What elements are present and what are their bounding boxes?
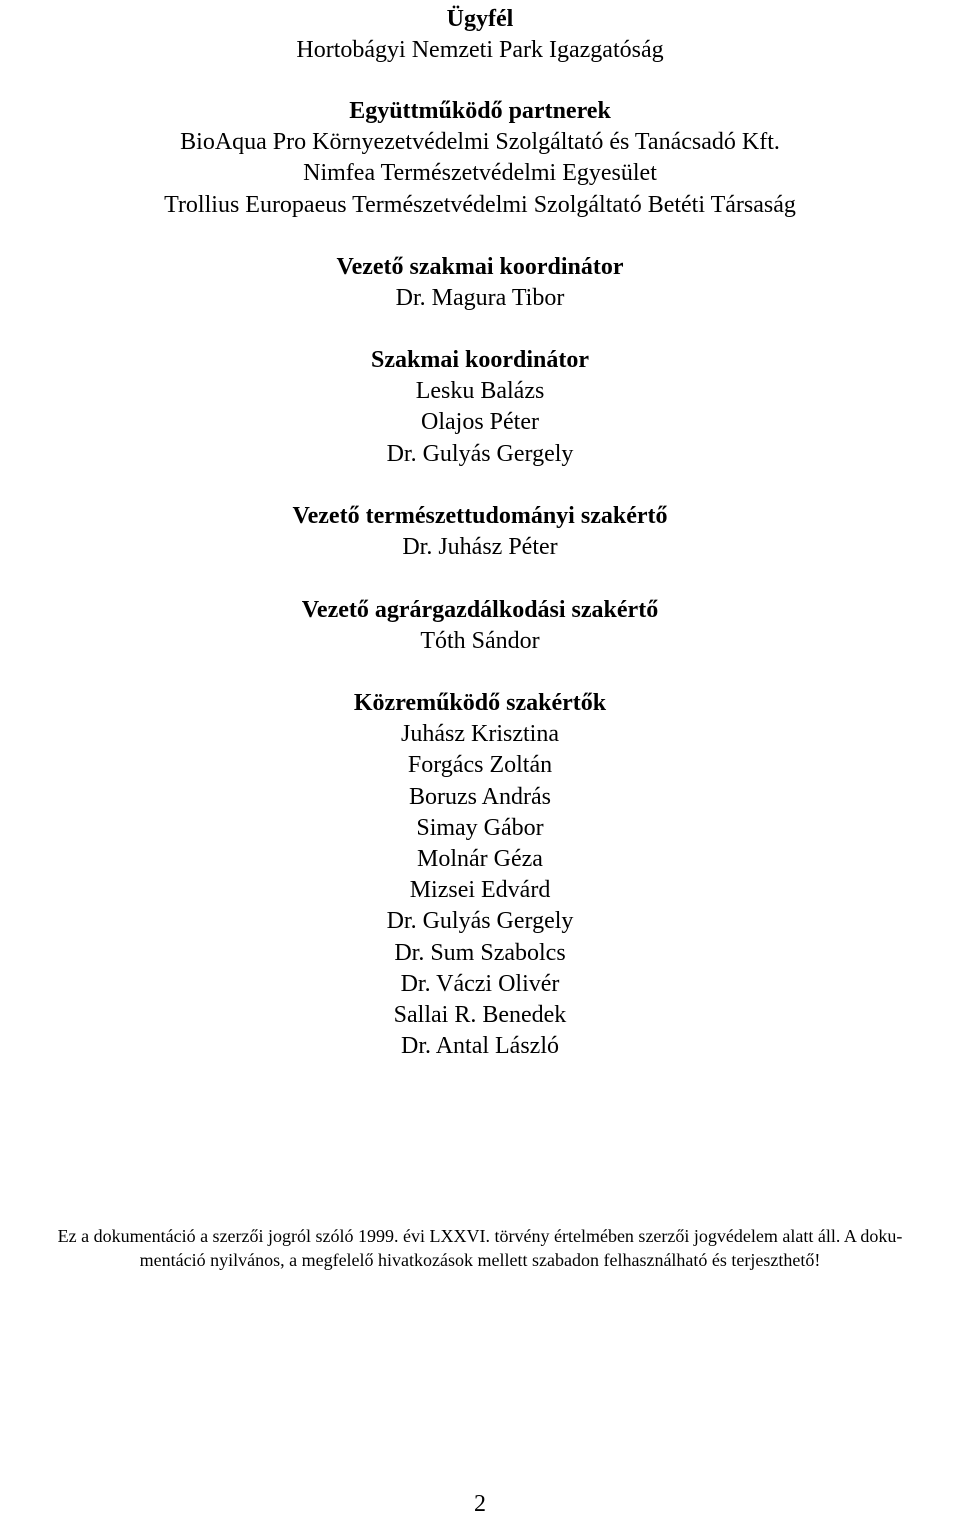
- section-line: Sallai R. Benedek: [393, 1002, 567, 1029]
- section-line: Simay Gábor: [416, 814, 544, 841]
- section-line: Dr. Juhász Péter: [402, 534, 558, 561]
- section-lead-coordinator: [0, 252, 960, 314]
- section-line: Dr. Váczi Olivér: [400, 970, 560, 997]
- section-line: Dr. Gulyás Gergely: [386, 908, 574, 935]
- section-heading: Vezető agrárgazdálkodási szakértő: [301, 597, 659, 623]
- section-line: Dr. Gulyás Gergely: [386, 440, 574, 467]
- section-heading: Vezető szakmai koordinátor: [336, 254, 624, 280]
- page-number: 2: [474, 1491, 486, 1517]
- section-line: BioAqua Pro Környezetvédelmi Szolgáltató és Tanácsadó Kft.: [180, 129, 780, 156]
- section-lead-science-expert: [0, 501, 960, 563]
- section-line: Tóth Sándor: [420, 628, 540, 655]
- section-heading: Szakmai koordinátor: [370, 347, 589, 373]
- section-client: [0, 4, 960, 66]
- section-coordinators: [0, 345, 960, 470]
- section-contributing-experts: [0, 688, 960, 1062]
- section-line: Mizsei Edvárd: [409, 877, 551, 904]
- copyright-notice-line: Ez a dokumentáció a szerzői jogról szóló 1999. évi LXXVI. törvény értelmében szerzői jogvédelem alatt áll. A doku-: [57, 1226, 903, 1246]
- section-lead-agri-expert: [0, 595, 960, 657]
- section-line: Molnár Géza: [417, 846, 543, 873]
- section-line: Dr. Antal László: [401, 1033, 559, 1060]
- section-line: Nimfea Természetvédelmi Egyesület: [303, 160, 657, 187]
- section-line: Lesku Balázs: [415, 378, 545, 405]
- section-line: Boruzs András: [409, 783, 551, 810]
- section-heading: Vezető természettudományi szakértő: [292, 503, 668, 529]
- section-line: Hortobágyi Nemzeti Park Igazgatóság: [296, 37, 664, 64]
- copyright-notice-line: mentáció nyilvános, a megfelelő hivatkozások mellett szabadon felhasználható és terjeszthető!: [139, 1250, 821, 1270]
- section-line: Juhász Krisztina: [401, 721, 559, 748]
- section-line: Trollius Europaeus Természetvédelmi Szolgáltató Betéti Társaság: [164, 191, 796, 218]
- section-heading: Közreműködő szakértők: [353, 690, 607, 716]
- section-line: Dr. Magura Tibor: [395, 285, 565, 312]
- section-line: Olajos Péter: [421, 409, 539, 436]
- section-partners: [0, 96, 960, 221]
- copyright-notice: [0, 1224, 960, 1272]
- section-heading: Együttműködő partnerek: [349, 98, 611, 124]
- section-line: Dr. Sum Szabolcs: [394, 939, 566, 966]
- section-heading: Ügyfél: [446, 6, 514, 32]
- section-line: Forgács Zoltán: [407, 752, 553, 779]
